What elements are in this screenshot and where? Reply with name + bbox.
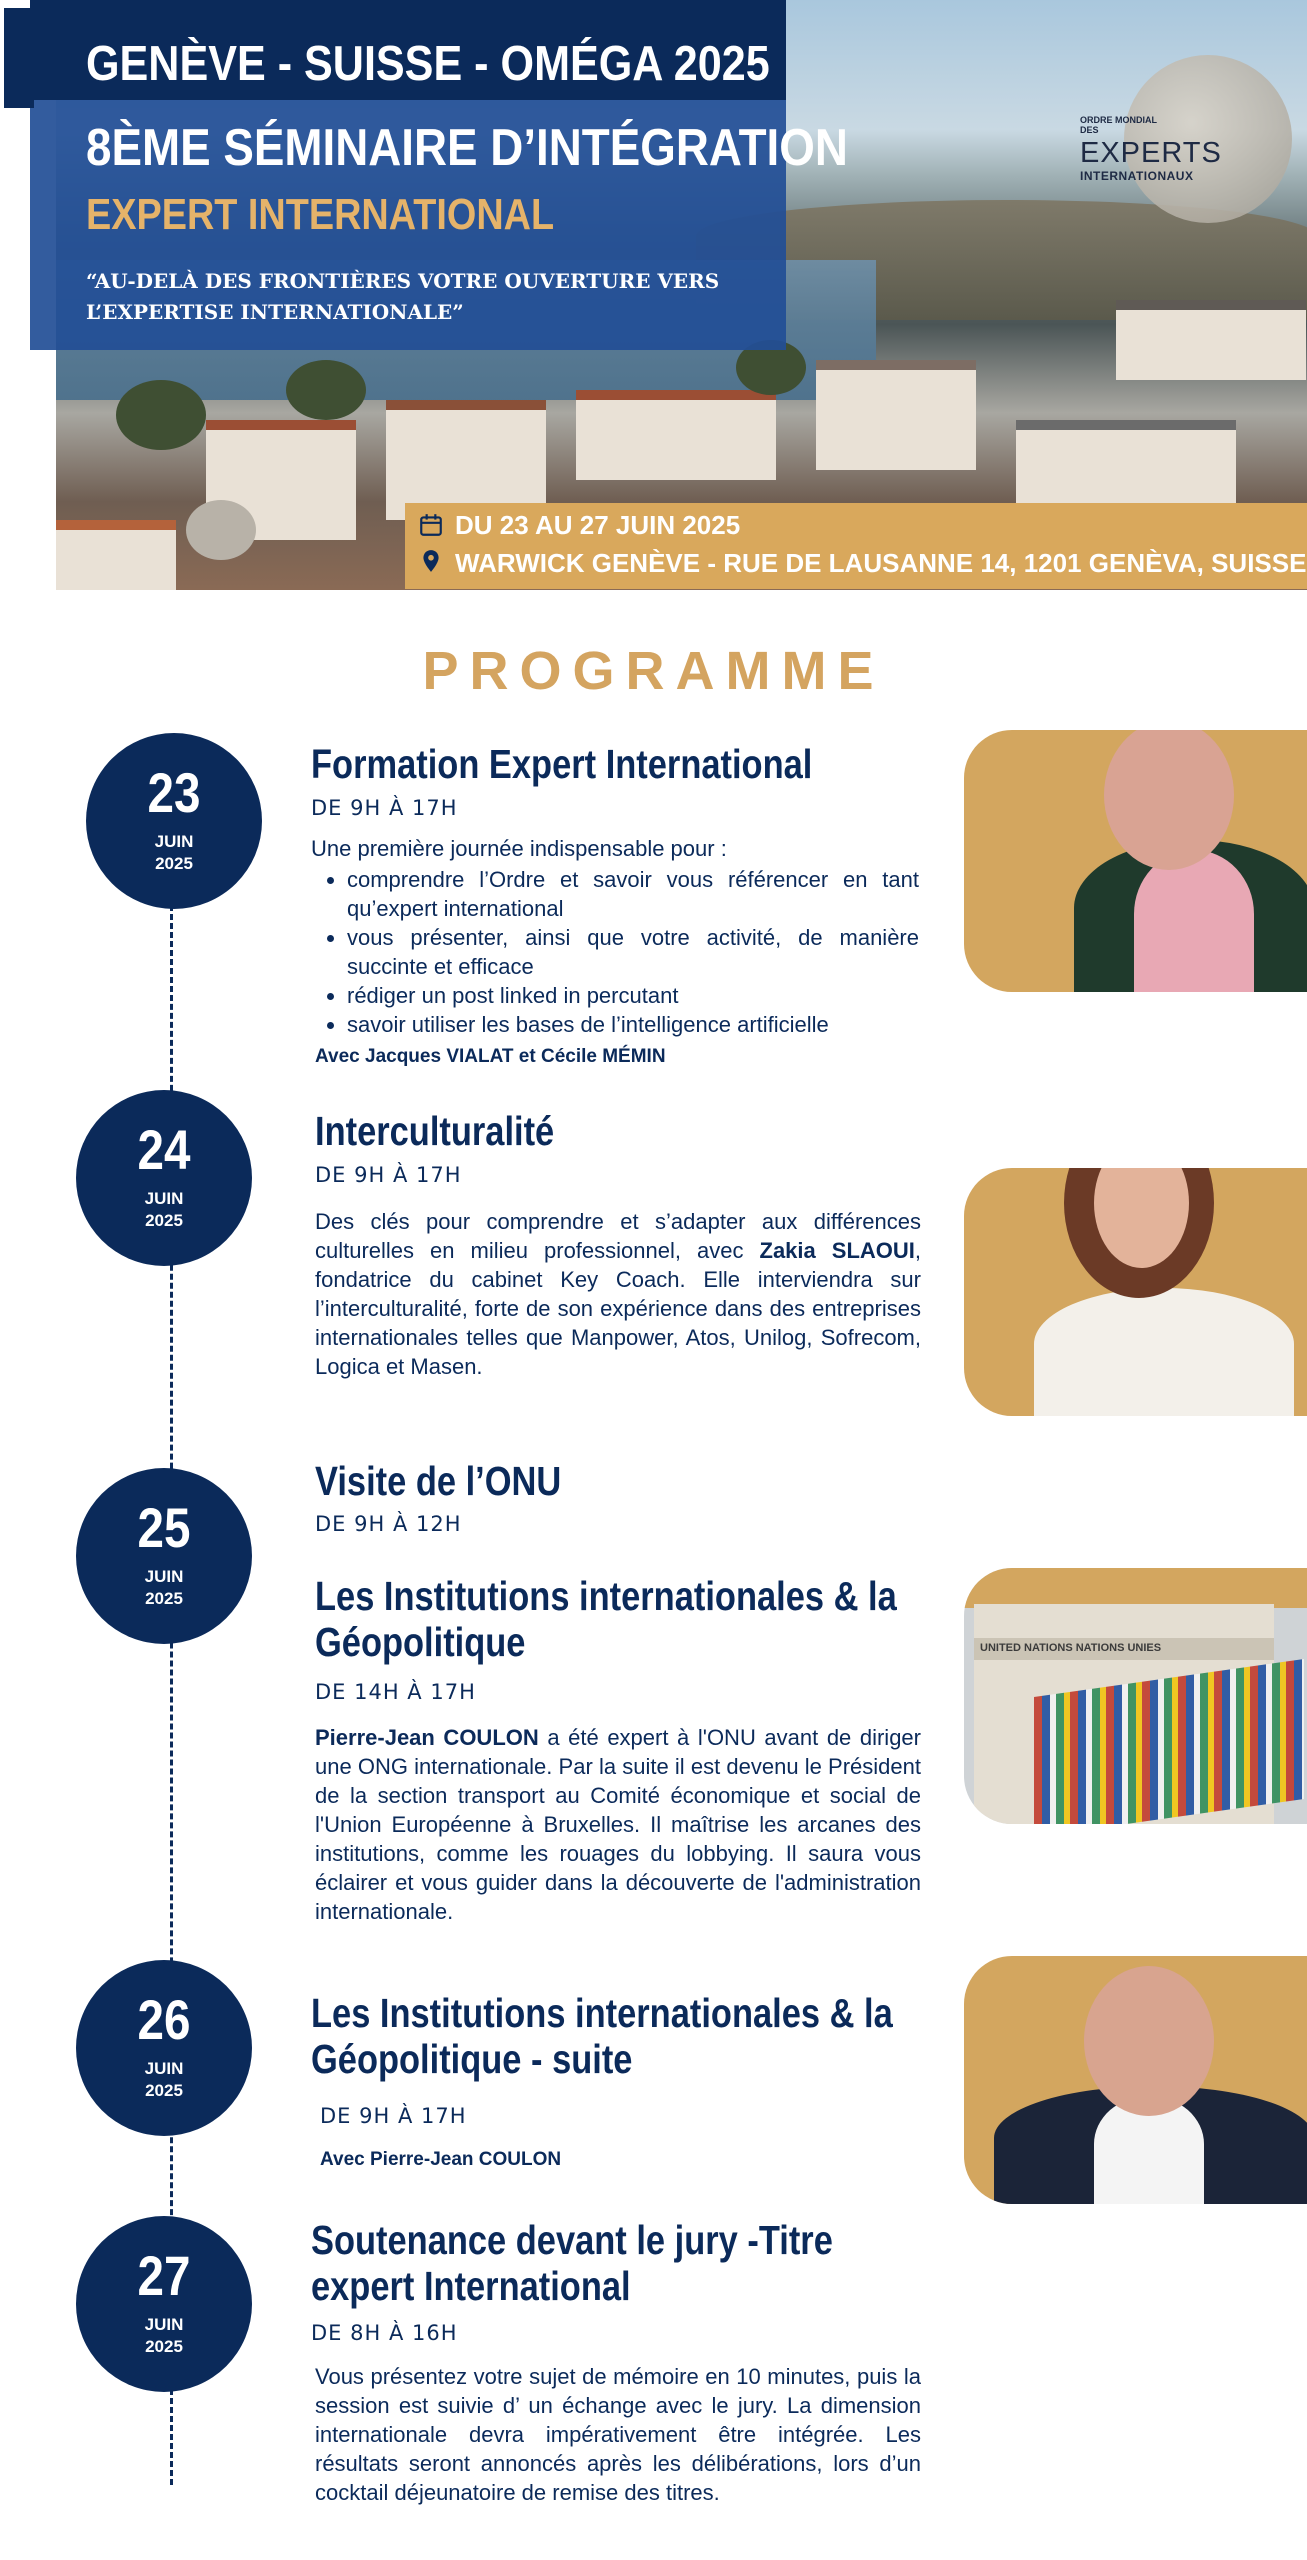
speaker-photo-zakia-slaoui xyxy=(964,1168,1307,1416)
session-title-line-2: expert International xyxy=(311,2263,631,2309)
hero-building xyxy=(386,400,546,520)
session-description xyxy=(315,1207,921,1381)
session-title-line-1: Les Institutions internationales & la xyxy=(311,1990,893,2036)
day-number: 24 xyxy=(137,1118,191,1181)
day-month: JUIN xyxy=(144,2315,184,2334)
event-venue: WARWICK GENÈVE - RUE DE LAUSANNE 14, 1201 GENÈVA, SUISSE xyxy=(455,548,1307,578)
hero-building xyxy=(56,520,176,590)
programme-heading: PROGRAMME xyxy=(422,641,885,701)
hero-building xyxy=(576,390,776,480)
session-time: DE 9H À 17H xyxy=(311,796,458,820)
day-month: JUIN xyxy=(144,1189,184,1208)
hero-dome xyxy=(186,500,256,560)
hero-building xyxy=(1116,300,1306,380)
session-time: DE 9H À 17H xyxy=(315,1163,462,1187)
session-title-2-line-1: Les Institutions internationales & la xyxy=(315,1573,897,1619)
session-description: Vous présentez votre sujet de mémoire en 10 minutes, puis la session est suivie d’ un échange avec le jury. La dimension internationale devra impérativement être intégrée. Les résultats seront annoncés après les délibérations, lors d’un cocktail déjeunatoire de remise des titres. xyxy=(315,2364,921,2505)
logo-line-3: INTERNATIONAUX xyxy=(1080,169,1194,183)
bullet-item: • comprendre l’Ordre et savoir vous référencer en tant qu’expert international xyxy=(347,865,919,923)
session-intro: Une première journée indispensable pour : xyxy=(311,836,727,861)
session-text: Des clés pour comprendre et s’adapter aux différences culturelles en milieu professionnel, avec xyxy=(315,1209,921,1263)
hero-quote: “AU-DELÀ DES FRONTIÈRES VOTRE OUVERTURE VERS L’EXPERTISE INTERNATIONALE” xyxy=(86,269,720,324)
day-badge-27 xyxy=(76,2216,252,2392)
day-number: 27 xyxy=(137,2244,191,2307)
bullet-item: • vous présenter, ainsi que votre activité, de manière succinte et efficace xyxy=(347,923,919,981)
calendar-icon xyxy=(418,512,444,538)
day-badge-23 xyxy=(86,733,262,909)
session-title-line-1: Soutenance devant le jury -Titre xyxy=(311,2217,833,2263)
hero-tree xyxy=(116,380,206,450)
day-month: JUIN xyxy=(144,1567,184,1586)
session-title: Formation Expert International xyxy=(311,741,813,787)
day-year: 2025 xyxy=(145,2337,183,2356)
session-description xyxy=(311,834,919,1039)
day-month: JUIN xyxy=(144,2059,184,2078)
session-time: DE 9H À 12H xyxy=(315,1512,462,1536)
hero-building xyxy=(1016,420,1236,510)
location-pin-icon xyxy=(418,548,444,574)
session-bullets xyxy=(347,865,919,1039)
experts-logo xyxy=(1080,55,1280,215)
day-year: 2025 xyxy=(145,1589,183,1608)
hero-building xyxy=(816,360,976,470)
session-text: a été expert à l'ONU avant de diriger une ONG internationale. Par la suite il est devenu le Président de la section transport au Comité économique et social de l'Union Européenne à Bruxelles. Il maîtrise les arcanes des institutions, comme les rouages du lobbying. Il saura vous éclairer et vous guider dans la découverte de l'administration internationale. xyxy=(315,1725,921,1924)
day-month: JUIN xyxy=(154,832,194,851)
hero-subtitle-expert: EXPERT INTERNATIONAL xyxy=(86,190,555,239)
session-time-2: DE 14H À 17H xyxy=(315,1680,476,1704)
un-sign: UNITED NATIONS NATIONS UNIES xyxy=(974,1638,1274,1660)
day-number: 26 xyxy=(137,1988,191,2051)
speaker-name: Pierre-Jean COULON xyxy=(315,1725,539,1750)
hero-subtitle: 8ÈME SÉMINAIRE D’INTÉGRATION xyxy=(86,119,848,177)
day-number: 23 xyxy=(147,761,201,824)
speaker-photo-pierre-jean-coulon xyxy=(964,1956,1307,2204)
speaker-name: Zakia SLAOUI xyxy=(759,1238,915,1263)
hero-title: GENÈVE - SUISSE - OMÉGA 2025 xyxy=(86,37,770,91)
day-badge-25 xyxy=(76,1468,252,1644)
day-year: 2025 xyxy=(155,854,193,873)
logo-line-2: EXPERTS xyxy=(1080,137,1222,169)
session-text: , fondatrice du cabinet Key Coach. Elle interviendra sur l’interculturalité, forte de son expérience dans des entreprises internationales telles que Manpower, Atos, Unilog, Sofrecom, Logica et Masen. xyxy=(315,1238,922,1379)
session-title: Interculturalité xyxy=(315,1108,555,1154)
day-year: 2025 xyxy=(145,2081,183,2100)
session-title-2-line-2: Géopolitique xyxy=(315,1619,526,1665)
session-speakers: Avec Pierre-Jean COULON xyxy=(320,2149,562,2170)
session-description xyxy=(315,1723,921,1926)
session-speakers: Avec Jacques VIALAT et Cécile MÉMIN xyxy=(315,1046,666,1067)
bullet-item: • savoir utiliser les bases de l’intelligence artificielle xyxy=(347,1010,919,1039)
session-time: DE 8H À 16H xyxy=(311,2321,458,2345)
session-title-line-2: Géopolitique - suite xyxy=(311,2036,633,2082)
session-time: DE 9H À 17H xyxy=(320,2104,467,2128)
un-building-photo xyxy=(964,1568,1307,1824)
day-badge-26 xyxy=(76,1960,252,2136)
event-date: DU 23 AU 27 JUIN 2025 xyxy=(455,510,741,540)
hero-tree xyxy=(286,360,366,420)
day-badge-24 xyxy=(76,1090,252,1266)
day-number: 25 xyxy=(137,1496,191,1559)
day-year: 2025 xyxy=(145,1211,183,1230)
speaker-photo-jacques-vialat xyxy=(964,730,1307,992)
session-title: Visite de l’ONU xyxy=(315,1458,562,1504)
bullet-item: • rédiger un post linked in percutant xyxy=(347,981,919,1010)
logo-line-1: ORDRE MONDIAL DES xyxy=(1080,115,1157,135)
